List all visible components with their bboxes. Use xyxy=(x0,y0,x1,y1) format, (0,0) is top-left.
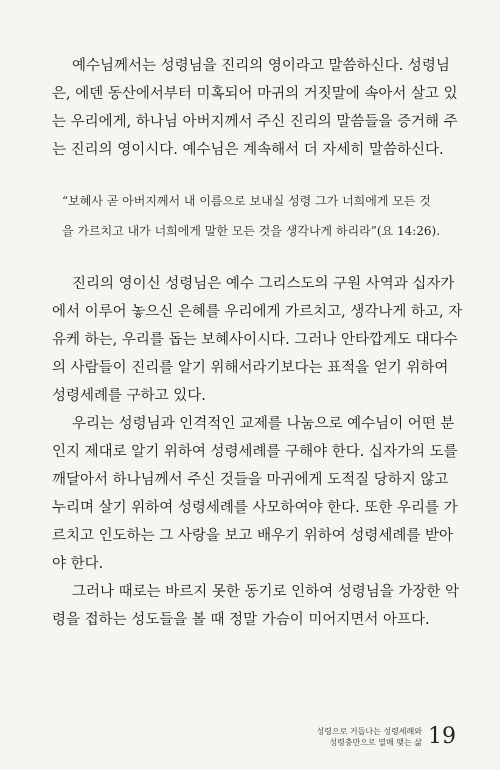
paragraph-line: 그러나 때로는 바르지 못한 동기로 인하여 성령님을 가장한 악 xyxy=(72,584,460,600)
paragraph-line: 은, 에덴 동산에서부터 미혹되어 마귀의 거짓말에 속아서 살고 있 xyxy=(52,86,458,102)
paragraph-line: 령을 접하는 성도들을 볼 때 정말 가슴이 미어지면서 아프다. xyxy=(52,612,430,628)
footer-title-line: 성령으로 거듭나는 성령세례와 xyxy=(316,727,422,736)
paragraph-line: 예수님께서는 성령님을 진리의 영이라고 말씀하신다. 성령님 xyxy=(72,58,450,74)
paragraph-line: 의 사람들이 진리를 알기 위해서라기보다는 표적을 얻기 위하여 xyxy=(52,360,449,376)
paragraph-line: 누리며 살기 위하여 성령세례를 사모하여야 한다. 또한 우리를 가 xyxy=(52,500,458,516)
paragraph-line: 인지 제대로 알기 위하여 성령세례를 구해야 한다. 십자가의 도를 xyxy=(52,444,458,460)
paragraph-line: 르치고 인도하는 그 사랑을 보고 배우기 위하여 성령세례를 받아 xyxy=(52,528,454,544)
paragraph-3 xyxy=(52,410,458,578)
running-footer xyxy=(316,726,422,748)
quote-line: “보혜사 곧 아버지께서 내 이름으로 보내실 성령 그가 너희에게 모든 것 xyxy=(62,194,431,208)
paragraph-2 xyxy=(52,270,463,410)
paragraph-1 xyxy=(52,52,458,164)
paragraph-line: 깨달아서 하나님께서 주신 것들을 마귀에게 도적질 당하지 않고 xyxy=(52,472,449,488)
scripture-quote xyxy=(62,186,441,246)
paragraph-line: 는 진리의 영이시다. 예수님은 계속해서 더 자세히 말씀하신다. xyxy=(52,142,444,158)
paragraph-line: 성령세례를 구하고 있다. xyxy=(52,388,206,404)
paragraph-line: 우리는 성령님과 인격적인 교제를 나눔으로 예수님이 어떤 분 xyxy=(72,416,455,432)
paragraph-line: 진리의 영이신 성령님은 예수 그리스도의 구원 사역과 십자가 xyxy=(72,276,455,292)
paragraph-4 xyxy=(52,578,460,634)
page-footer xyxy=(316,726,456,748)
paragraph-line: 에서 이루어 놓으신 은혜를 우리에게 가르치고, 생각나게 하고, 자 xyxy=(52,304,463,320)
footer-title-line: 성령충만으로 열매 맺는 삶 xyxy=(329,738,422,747)
page-number: 19 xyxy=(428,724,456,749)
paragraph-line: 야 한다. xyxy=(52,556,104,572)
paragraph-line: 유케 하는, 우리를 돕는 보혜사이시다. 그러나 안타깝게도 대다수 xyxy=(52,332,458,348)
paragraph-line: 는 우리에게, 하나님 아버지께서 주신 진리의 말씀들을 증거해 주 xyxy=(52,114,458,130)
quote-line: 을 가르치고 내가 너희에게 말한 모든 것을 생각나게 하리라”(요 14:26). xyxy=(62,224,441,238)
